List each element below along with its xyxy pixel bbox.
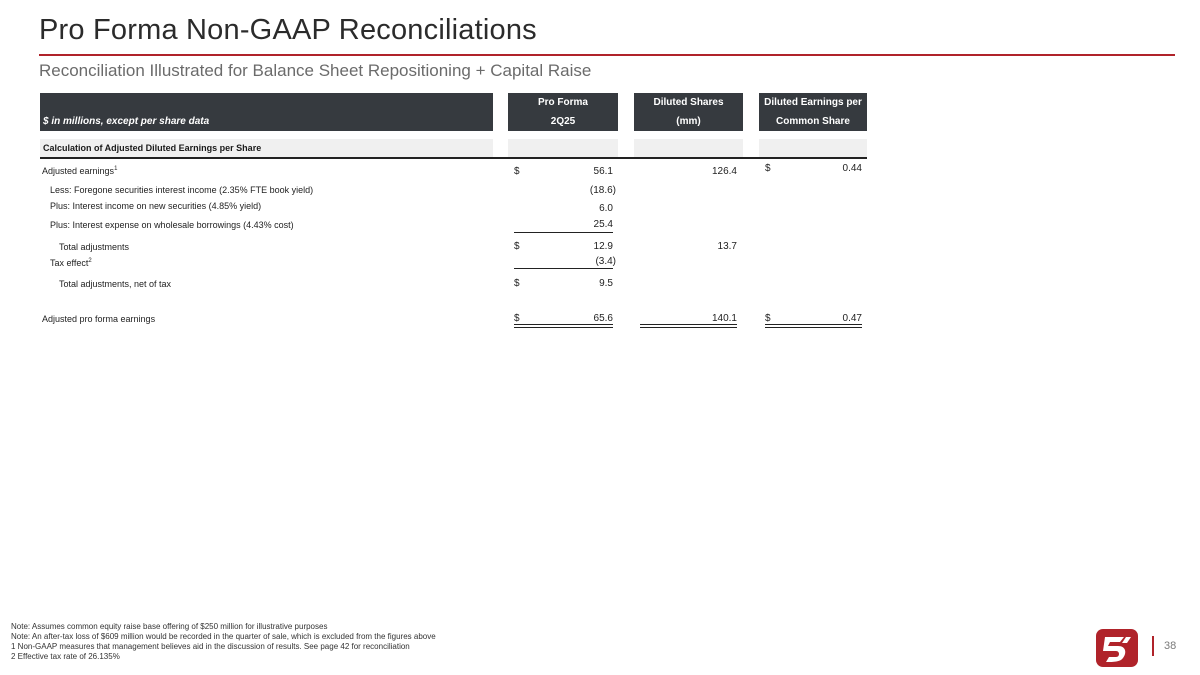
- row-label-plus-interest-new: Plus: Interest income on new securities (4.85% yield): [50, 201, 262, 211]
- value-shares: 126.4: [711, 166, 737, 177]
- table-header-label-cell: [40, 93, 493, 131]
- dollar-sign: $: [765, 313, 771, 324]
- footnotes: [11, 622, 436, 662]
- footnote-line: 2 Effective tax rate of 26.135%: [11, 652, 120, 661]
- column-header-diluted-eps: [759, 93, 867, 131]
- column-header-line2: Common Share: [776, 116, 850, 127]
- row-label-total-adjustments: Total adjustments: [59, 242, 130, 252]
- section-title: Calculation of Adjusted Diluted Earnings per Share: [43, 143, 262, 153]
- row-label-less-foregone: Less: Foregone securities interest income (2.35% FTE book yield): [50, 185, 314, 195]
- column-header-line1: Diluted Shares: [653, 97, 724, 108]
- dollar-sign: $: [514, 313, 520, 324]
- subtotal-underline: [514, 268, 613, 269]
- column-header-line1: Diluted Earnings per: [764, 97, 862, 108]
- subtotal-underline: [514, 232, 613, 233]
- row-label-plus-interest-expense: Plus: Interest expense on wholesale borrowings (4.43% cost): [50, 220, 294, 230]
- page-number: 38: [1164, 640, 1177, 652]
- title-divider: [39, 54, 1175, 56]
- section-divider: [40, 157, 867, 159]
- row-label-total-net-of-tax: Total adjustments, net of tax: [59, 279, 172, 289]
- section-cell: [759, 139, 867, 157]
- row-label-tax-effect: Tax effect$^2$: [50, 258, 92, 268]
- section-header: [40, 139, 493, 157]
- page-subtitle: Reconciliation Illustrated for Balance Sheet Repositioning + Capital Raise: [39, 61, 592, 80]
- dollar-sign: $: [514, 241, 520, 252]
- value-shares: 13.7: [717, 241, 737, 252]
- row-label-adjusted-earnings: Adjusted earnings$^1$: [42, 166, 118, 176]
- footnote-line: Note: Assumes common equity raise base offering of $250 million for illustrative purposes: [11, 622, 328, 631]
- section-cell: [634, 139, 743, 157]
- value-pro-forma: (18.6): [589, 185, 616, 196]
- column-header-line2: (mm): [676, 116, 701, 127]
- dollar-sign: $: [765, 163, 771, 174]
- column-header-pro-forma: [508, 93, 618, 131]
- value-pro-forma: (3.4): [595, 256, 616, 267]
- company-logo-icon: [1096, 629, 1138, 667]
- dollar-sign: $: [514, 166, 520, 177]
- footnote-marker: 1: [114, 166, 118, 172]
- value-shares: 140.1: [711, 313, 737, 324]
- total-double-underline: [514, 324, 613, 328]
- value-pro-forma: 25.4: [593, 219, 613, 230]
- value-eps: 0.44: [842, 163, 862, 174]
- column-header-diluted-shares: [634, 93, 743, 131]
- value-pro-forma: 56.1: [593, 166, 613, 177]
- value-pro-forma: 65.6: [593, 313, 613, 324]
- value-pro-forma: 6.0: [599, 203, 613, 214]
- value-pro-forma: 9.5: [599, 278, 613, 289]
- footnote-line: Note: An after-tax loss of $609 million would be recorded in the quarter of sale, which is excluded from the figures above: [11, 632, 436, 641]
- column-header-line2: 2Q25: [550, 116, 576, 127]
- section-cell: [508, 139, 618, 157]
- row-label-adjusted-pro-forma: Adjusted pro forma earnings: [42, 314, 156, 324]
- footnote-line: 1 Non-GAAP measures that management believes aid in the discussion of results. See page 42 for reconciliation: [11, 642, 410, 651]
- page-title: Pro Forma Non-GAAP Reconciliations: [39, 14, 537, 46]
- dollar-sign: $: [514, 278, 520, 289]
- value-pro-forma: 12.9: [593, 241, 613, 252]
- unit-label: $ in millions, except per share data: [43, 116, 210, 127]
- footnote-marker: 2: [88, 258, 92, 264]
- column-header-line1: Pro Forma: [537, 97, 588, 108]
- total-double-underline: [640, 324, 737, 328]
- value-eps: 0.47: [842, 313, 862, 324]
- page-number-divider: [1152, 636, 1154, 656]
- total-double-underline: [765, 324, 862, 328]
